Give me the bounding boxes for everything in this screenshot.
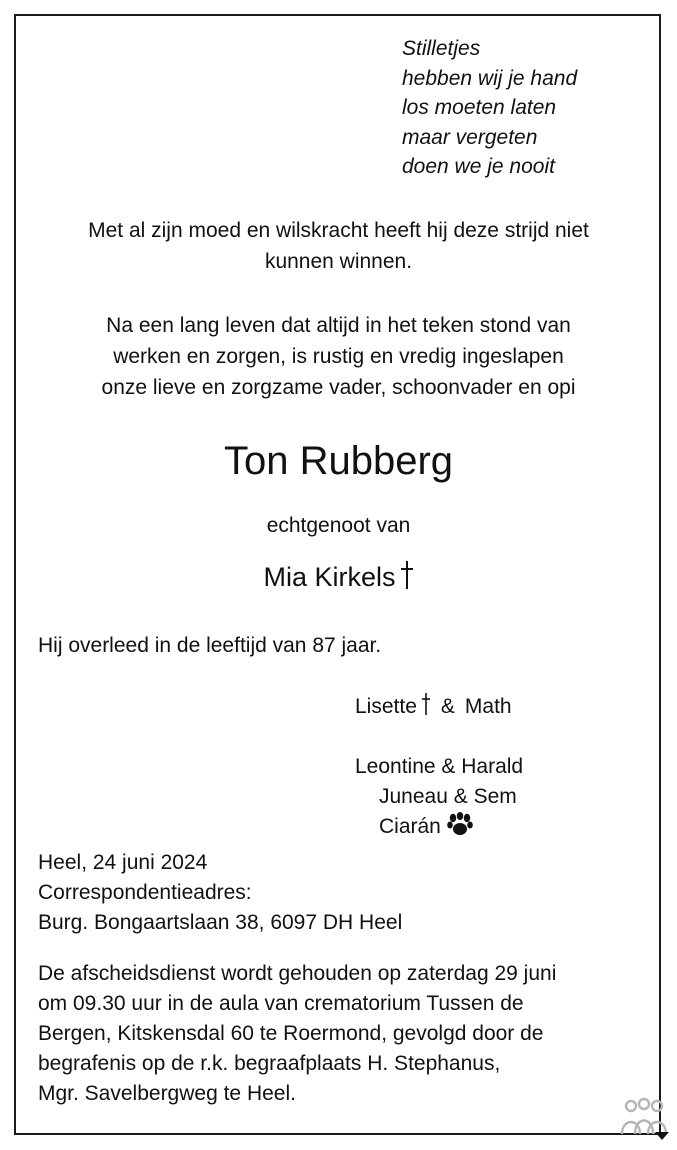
ampersand: & [440,695,455,718]
spouse-label: echtgenoot van [266,514,411,537]
people-group-icon [617,1096,671,1142]
family-line-1 [355,692,512,722]
spouse-line [0,560,677,594]
latin-cross-icon [421,692,431,716]
poem-line: hebben wij je hand [402,66,578,90]
service-line: begrafenis op de r.k. begraafplaats H. Stephanus, [38,1052,501,1075]
announcement-line: onze lieve en zorgzame vader, schoonvader en opi [101,376,576,399]
intro-line: Met al zijn moed en wilskracht heeft hij deze strijd niet [88,219,589,242]
poem-line: maar vergeten [402,125,538,149]
family-line-3: Juneau & Sem [379,785,517,808]
address-line: Correspondentieadres: [38,881,252,904]
triangle-down-icon[interactable] [655,1132,669,1140]
family-member-name: Ciarán [379,815,441,838]
announcement-line: werken en zorgen, is rustig en vredig ingeslapen [113,345,564,368]
address-line: Heel, 24 juni 2024 [38,851,208,874]
address-line: Burg. Bongaartslaan 38, 6097 DH Heel [38,911,403,934]
intro-paragraph [30,215,647,277]
family-member-name: Lisette [355,695,417,718]
poem-line: doen we je nooit [402,155,555,178]
announcement-paragraph [30,310,647,403]
deceased-name: Ton Rubberg [223,439,454,483]
poem [402,34,577,182]
poem-line: Stilletjes [402,37,481,60]
service-line: De afscheidsdienst wordt gehouden op zaterdag 29 juni [38,962,557,985]
service-line: Bergen, Kitskensdal 60 te Roermond, gevolgd door de [38,1022,544,1045]
announcement-line: Na een lang leven dat altijd in het teken stond van [106,314,571,337]
family-member-name: Math [464,695,512,718]
poem-line: los moeten laten [402,96,557,119]
service-line: om 09.30 uur in de aula van crematorium Tussen de [38,992,524,1015]
family-line-4 [379,812,473,842]
service-block [38,959,556,1109]
paw-print-icon [447,812,473,836]
intro-line: kunnen winnen. [264,250,413,273]
service-line: Mgr. Savelbergweg te Heel. [38,1082,296,1105]
spouse-name: Mia Kirkels [263,562,396,592]
family-line-2: Leontine & Harald [355,755,524,778]
address-block [38,848,402,938]
age-text: Hij overleed in de leeftijd van 87 jaar. [38,634,382,657]
latin-cross-icon [400,560,414,590]
